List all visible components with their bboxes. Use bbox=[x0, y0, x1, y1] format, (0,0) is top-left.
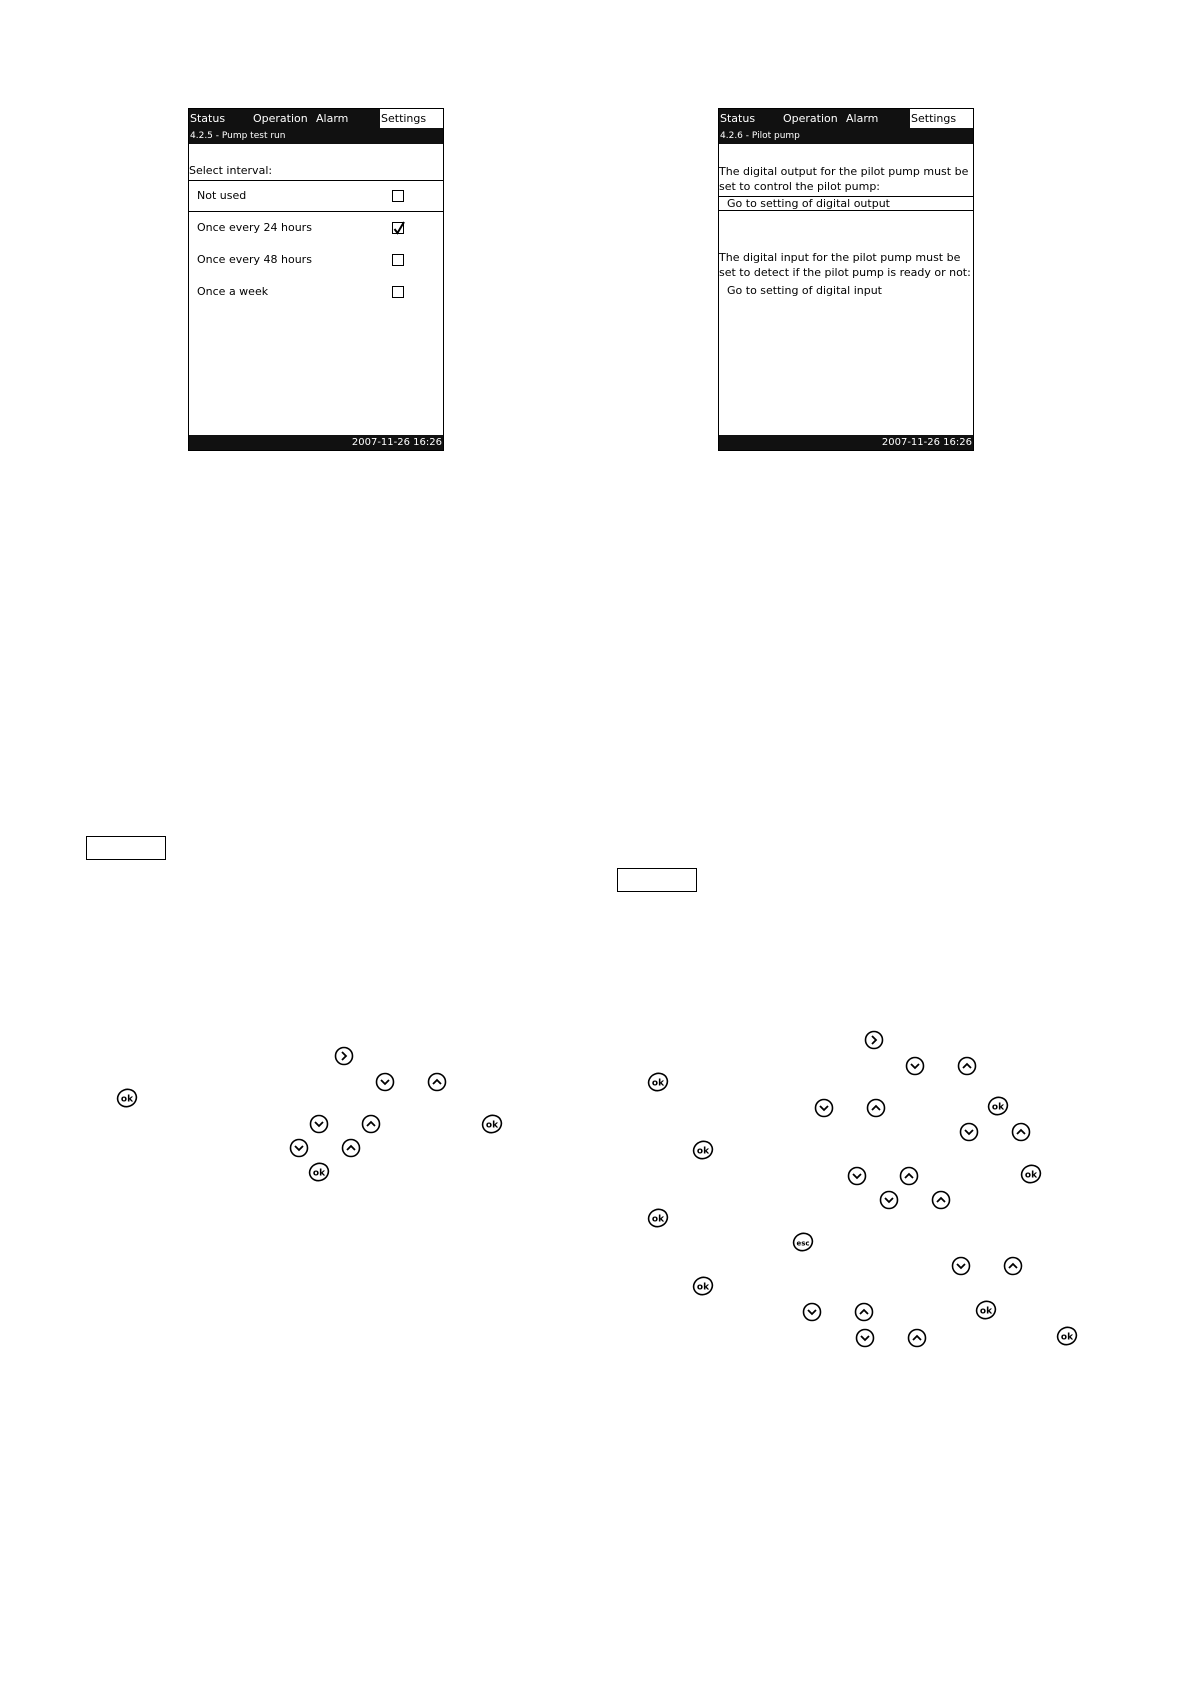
ok-key-icon-label: ok bbox=[651, 1214, 665, 1225]
divider bbox=[719, 210, 973, 211]
ok-key-icon bbox=[975, 1300, 995, 1320]
select-interval-label: Select interval: bbox=[189, 164, 273, 177]
down-arrow-key-icon bbox=[905, 1056, 925, 1076]
tab-alarm[interactable]: Alarm bbox=[316, 112, 349, 125]
down-arrow-key-icon bbox=[309, 1114, 329, 1134]
down-arrow-key-icon bbox=[879, 1190, 899, 1210]
option-once-a-week-label[interactable]: Once a week bbox=[197, 285, 269, 298]
tab-settings[interactable]: Settings bbox=[380, 109, 443, 128]
ok-key-icon-label: ok bbox=[979, 1306, 993, 1317]
ok-key-icon-label: ok bbox=[991, 1102, 1005, 1113]
ok-key-icon bbox=[1056, 1326, 1076, 1346]
digital-output-description: The digital output for the pilot pump must be set to control the pilot pump: bbox=[719, 165, 969, 193]
down-arrow-key-icon bbox=[802, 1302, 822, 1322]
ok-key-icon bbox=[481, 1114, 501, 1134]
ok-key-icon bbox=[692, 1276, 712, 1296]
up-arrow-key-icon bbox=[899, 1166, 919, 1186]
down-arrow-key-icon bbox=[289, 1138, 309, 1158]
status-bar-timestamp: 2007-11-26 16:26 bbox=[719, 435, 973, 450]
ok-key-icon-label: ok bbox=[485, 1120, 499, 1131]
down-arrow-key-icon bbox=[855, 1328, 875, 1348]
pilot-pump-screen bbox=[718, 108, 974, 451]
right-arrow-key-icon bbox=[864, 1030, 884, 1050]
status-bar-timestamp: 2007-11-26 16:26 bbox=[189, 435, 443, 450]
menu-title: 4.2.5 - Pump test run bbox=[189, 128, 443, 144]
option-once-a-week-checkbox[interactable] bbox=[392, 286, 404, 298]
ok-key-icon bbox=[987, 1096, 1007, 1116]
ok-key-icon-label: ok bbox=[651, 1078, 665, 1089]
ok-key-icon-label: ok bbox=[312, 1168, 326, 1179]
go-to-digital-input-link[interactable]: Go to setting of digital input bbox=[727, 284, 882, 297]
up-arrow-key-icon bbox=[427, 1072, 447, 1092]
ok-key-icon-label: ok bbox=[120, 1094, 134, 1105]
ok-key-icon bbox=[647, 1072, 667, 1092]
note-box bbox=[617, 868, 697, 892]
tab-bar bbox=[189, 109, 443, 128]
ok-key-icon-label: ok bbox=[696, 1282, 710, 1293]
option-48-hours-checkbox[interactable] bbox=[392, 254, 404, 266]
pump-test-run-screen bbox=[188, 108, 444, 451]
ok-key-icon-label: ok bbox=[696, 1146, 710, 1157]
down-arrow-key-icon bbox=[959, 1122, 979, 1142]
ok-key-icon bbox=[1020, 1164, 1040, 1184]
tab-bar bbox=[719, 109, 973, 128]
ok-key-icon bbox=[647, 1208, 667, 1228]
option-48-hours-label[interactable]: Once every 48 hours bbox=[197, 253, 312, 266]
ok-key-icon bbox=[308, 1162, 328, 1182]
ok-key-icon-label: ok bbox=[1060, 1332, 1074, 1343]
divider bbox=[189, 180, 443, 181]
esc-key-icon-label: esc bbox=[796, 1239, 810, 1248]
right-arrow-key-icon bbox=[334, 1046, 354, 1066]
go-to-digital-output-link[interactable]: Go to setting of digital output bbox=[727, 197, 890, 210]
down-arrow-key-icon bbox=[814, 1098, 834, 1118]
up-arrow-key-icon bbox=[1011, 1122, 1031, 1142]
option-not-used-label[interactable]: Not used bbox=[197, 189, 247, 202]
ok-key-icon bbox=[116, 1088, 136, 1108]
tab-alarm[interactable]: Alarm bbox=[846, 112, 879, 125]
option-24-hours-label[interactable]: Once every 24 hours bbox=[197, 221, 312, 234]
down-arrow-key-icon bbox=[847, 1166, 867, 1186]
up-arrow-key-icon bbox=[854, 1302, 874, 1322]
checkmark-icon bbox=[392, 220, 406, 236]
esc-key-icon bbox=[792, 1232, 812, 1252]
ok-key-icon-label: ok bbox=[1024, 1170, 1038, 1181]
tab-status[interactable]: Status bbox=[190, 112, 226, 125]
menu-title: 4.2.6 - Pilot pump bbox=[719, 128, 973, 144]
up-arrow-key-icon bbox=[931, 1190, 951, 1210]
digital-input-description: The digital input for the pilot pump must be set to detect if the pilot pump is ready or not: bbox=[719, 251, 971, 279]
up-arrow-key-icon bbox=[361, 1114, 381, 1134]
option-24-hours-checkbox[interactable] bbox=[392, 222, 404, 234]
note-box bbox=[86, 836, 166, 860]
option-not-used-checkbox[interactable] bbox=[392, 190, 404, 202]
up-arrow-key-icon bbox=[341, 1138, 361, 1158]
tab-operation[interactable]: Operation bbox=[253, 112, 308, 125]
up-arrow-key-icon bbox=[1003, 1256, 1023, 1276]
ok-key-icon bbox=[692, 1140, 712, 1160]
up-arrow-key-icon bbox=[907, 1328, 927, 1348]
up-arrow-key-icon bbox=[866, 1098, 886, 1118]
divider bbox=[189, 211, 443, 212]
tab-operation[interactable]: Operation bbox=[783, 112, 838, 125]
down-arrow-key-icon bbox=[951, 1256, 971, 1276]
down-arrow-key-icon bbox=[375, 1072, 395, 1092]
up-arrow-key-icon bbox=[957, 1056, 977, 1076]
tab-status[interactable]: Status bbox=[720, 112, 756, 125]
tab-settings[interactable]: Settings bbox=[910, 109, 973, 128]
